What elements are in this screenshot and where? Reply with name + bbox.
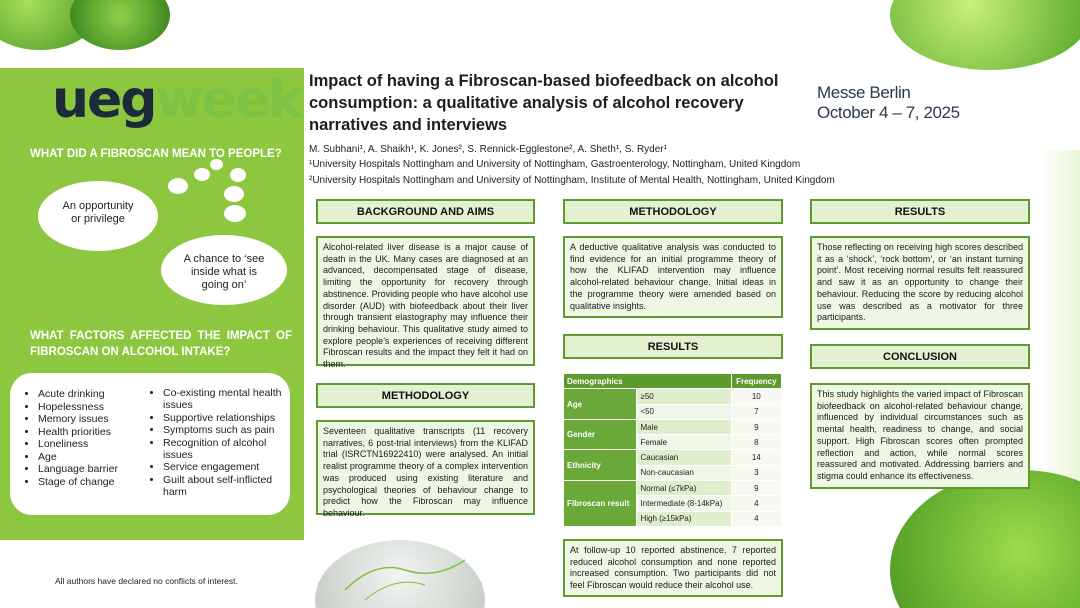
list-item: • Stage of change [38,476,153,488]
methodology-header-1: METHODOLOGY [316,383,535,408]
thought-dot [196,170,208,179]
table-header-frequency: Frequency [731,374,781,389]
venue-dates: October 4 – 7, 2025 [817,103,960,122]
methodology-text-1: Seventeen qualitative transcripts (11 recovery narratives, 6 post-trial interviews) from the KLIFAD trial (ISRCTN16922410) were analysed. An initial realist programme theory of a complex intervention was produced using existing literature and psychological theories of behaviour change to predict how the Fibroscan may influence behaviour. [316,420,535,515]
table-row [564,419,782,434]
row-label: Non-caucasian [637,465,731,480]
results-header-2: RESULTS [563,334,783,359]
row-label: Female [637,435,731,450]
thought-dot [226,207,244,220]
row-label: Caucasian [637,450,731,465]
row-label: High (≥15kPa) [637,511,731,526]
row-value: 4 [731,496,781,511]
followup-text: At follow-up 10 reported abstinence, 7 reported reduced alcohol consumption and none reported increased consumption. Two participants did not feel Fibroscan would reduce their alcohol use. [563,539,783,597]
decorative-art-topright [830,0,1080,80]
liver-illustration [315,530,485,608]
row-label: Intermediate (8-14kPa) [637,496,731,511]
table-row [564,389,782,404]
table-row [564,450,782,465]
thought-dot [212,161,221,168]
thought-dot [232,170,244,180]
list-item: • Age [38,451,153,463]
row-value: 8 [731,435,781,450]
list-item: • Language barrier [38,463,153,475]
table-row [564,481,782,496]
group-label: Age [564,389,637,420]
question-fibroscan-meaning: WHAT DID A FIBROSCAN MEAN TO PEOPLE? [30,148,282,160]
list-item: • Recognition of alcohol issues [163,437,295,461]
cloud-text-1: An opportunity or privilege [62,200,134,225]
methodology-text-2: A deductive qualitative analysis was conducted to find evidence for an initial programme theory of how the KLIFAD intervention may influence alcohol-related behaviour change. Initial ideas in the programme theory were amended based on qualitative insights. [563,236,783,318]
question-factors: WHAT FACTORS AFFECTED THE IMPACT OF FIBROSCAN ON ALCOHOL INTAKE? [30,330,292,358]
list-item: • Service engagement [163,461,295,473]
factors-list-2 [147,387,295,498]
affiliation-1: ¹University Hospitals Nottingham and University of Nottingham, Gastroenterology, Nottingham, United Kingdom [309,159,801,170]
methodology-header-2: METHODOLOGY [563,199,783,224]
group-label: Ethnicity [564,450,637,481]
thought-dot [226,188,242,200]
results-header-3: RESULTS [810,199,1030,224]
group-label: Fibroscan result [564,481,637,527]
row-label: Male [637,419,731,434]
background-aims-text: Alcohol-related liver disease is a major cause of death in the UK. Many cases are diagnosed at an advanced, decompensated stage of disease, limiting the opportunity for recovery through abstinence. Providing people who have alcohol use disorder (AUD) with biofeedback about their liver through transient elastography may influence their drinking behaviour. This qualitative study aimed to explore people’s experiences of receiving different Fibroscan results and the impact they felt it had on them. [316,236,535,366]
conclusion-header: CONCLUSION [810,344,1030,369]
row-value: 10 [731,389,781,404]
row-value: 4 [731,511,781,526]
row-label: Normal (≤7kPa) [637,481,731,496]
row-label: ≥50 [637,389,731,404]
table-header-row [564,374,782,389]
venue [817,83,960,123]
list-item: • Health priorities [38,426,153,438]
authors: M. Subhani¹, A. Shaikh¹, K. Jones², S. Rennick-Egglestone², A. Sheth¹, S. Ryder¹ [309,144,667,155]
list-item: • Memory issues [38,413,153,425]
cloud-text-2: A chance to ‘see inside what is going on’ [183,253,265,291]
list-item: • Hopelessness [38,401,153,413]
list-item: • Co-existing mental health issues [163,387,295,411]
list-item: • Acute drinking [38,388,153,400]
row-value: 14 [731,450,781,465]
affiliation-2: ²University Hospitals Nottingham and University of Nottingham, Institute of Mental Health, Nottingham, United Kingdom [309,175,835,186]
decorative-art-topleft [0,0,180,68]
list-item: • Loneliness [38,438,153,450]
ueg-week-logo: uegweek [52,70,301,130]
table-header-demographics: Demographics [564,374,732,389]
list-item: • Symptoms such as pain [163,424,295,436]
thought-dot [170,180,186,192]
conclusion-text: This study highlights the varied impact of Fibroscan biofeedback on alcohol-related behaviour change, influenced by individual circumstances such as mental health, readiness to change, and social support. High Fibroscan scores often prompted reflection and action, while normal scores reassured and motivated. Addressing barriers and stigma could enhance its effectiveness. [810,383,1030,489]
results-text-3: Those reflecting on receiving high scores described it as a ‘shock’, ‘rock bottom’, or ‘an instant turning point’. Most receiving normal results felt reassured and saw it as an opportunity to change their behaviour. Reducing the score by reducing alcohol use was described as a motivator for three participants. [810,236,1030,330]
factors-list-1 [22,388,153,488]
venue-location: Messe Berlin [817,83,911,102]
list-item: • Supportive relationships [163,412,295,424]
row-value: 9 [731,419,781,434]
group-label: Gender [564,419,637,450]
row-value: 9 [731,481,781,496]
row-value: 3 [731,465,781,480]
background-aims-header: BACKGROUND AND AIMS [316,199,535,224]
row-value: 7 [731,404,781,419]
demographics-table [563,373,782,527]
row-label: <50 [637,404,731,419]
list-item: • Guilt about self-inflicted harm [163,474,295,498]
disclaimer: All authors have declared no conflicts of interest. [55,576,238,586]
poster-title: Impact of having a Fibroscan-based biofeedback on alcohol consumption: a qualitative analysis of alcohol recovery narratives and interviews [309,72,779,134]
